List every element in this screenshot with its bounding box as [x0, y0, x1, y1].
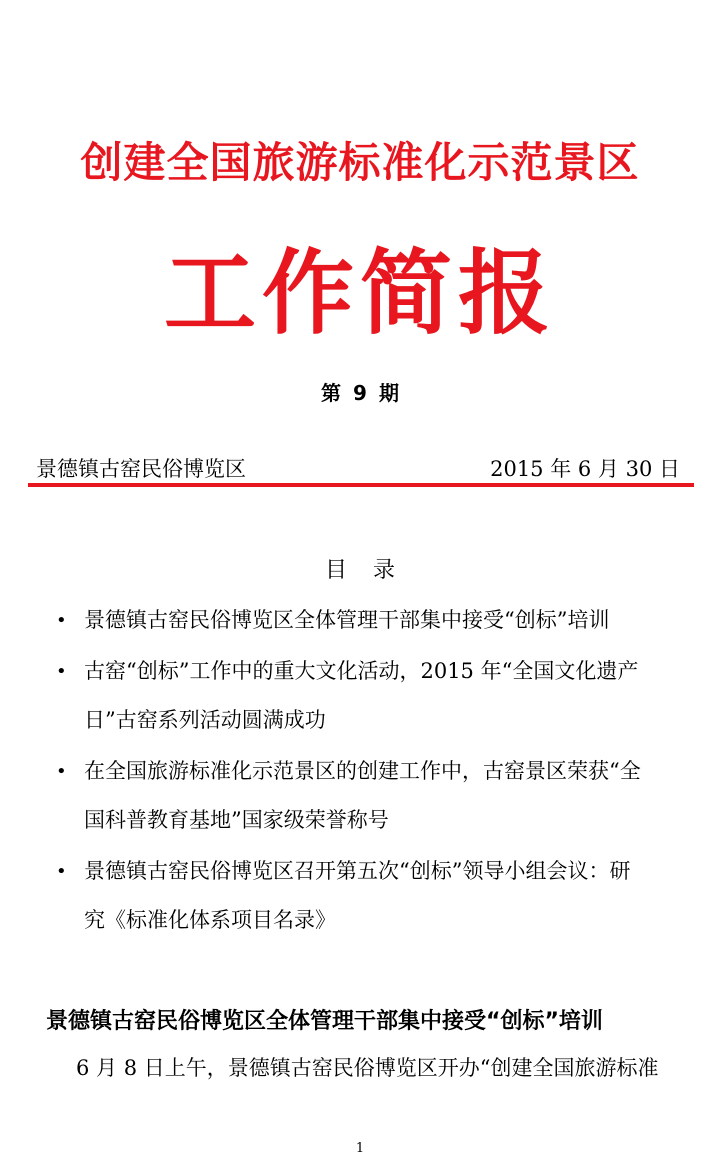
toc-item[interactable] — [0, 596, 720, 645]
toc-item-line: 古窑“创标”工作中的重大文化活动，2015 年“全国文化遗产 — [84, 659, 639, 683]
bullet-icon: • — [56, 861, 67, 882]
toc-item-line: 国科普教育基地”国家级荣誉称号 — [84, 808, 389, 832]
issue-number — [0, 377, 720, 406]
toc-item-line: 日”古窑系列活动圆满成功 — [84, 708, 326, 732]
red-divider — [28, 483, 694, 487]
toc-item[interactable] — [0, 847, 720, 945]
masthead-title: 工作简报 — [163, 240, 556, 347]
article-heading: 景德镇古窑民俗博览区全体管理干部集中接受“创标”培训 — [46, 1009, 603, 1034]
bullet-icon: • — [56, 610, 67, 631]
toc-item-line: 景德镇古窑民俗博览区全体管理干部集中接受“创标”培训 — [84, 608, 610, 632]
bullet-icon: • — [56, 661, 67, 682]
bullet-icon: • — [56, 761, 67, 782]
toc-heading: 目录 — [324, 558, 421, 583]
publish-date: 2015 年 6 月 30 日 — [490, 457, 680, 481]
toc-item[interactable] — [0, 747, 720, 845]
issue-prefix: 第 — [321, 381, 342, 405]
page-number: 1 — [355, 1141, 365, 1156]
issue-suffix: 期 — [378, 381, 399, 405]
issue-value: 9 — [353, 381, 367, 405]
toc-item-line: 究《标准化体系项目名录》 — [84, 908, 336, 932]
toc-item-line: 在全国旅游标准化示范景区的创建工作中，古窑景区荣获“全 — [84, 759, 641, 783]
toc-list — [0, 596, 720, 947]
article-body: 6 月 8 日上午，景德镇古窑民俗博览区开办“创建全国旅游标准 — [76, 1056, 659, 1080]
publisher-org: 景德镇古窑民俗博览区 — [36, 457, 246, 481]
toc-item-line: 景德镇古窑民俗博览区召开第五次“创标”领导小组会议：研 — [84, 859, 631, 883]
masthead-subtitle: 创建全国旅游标准化示范景区 — [80, 138, 640, 187]
toc-item[interactable] — [0, 647, 720, 745]
